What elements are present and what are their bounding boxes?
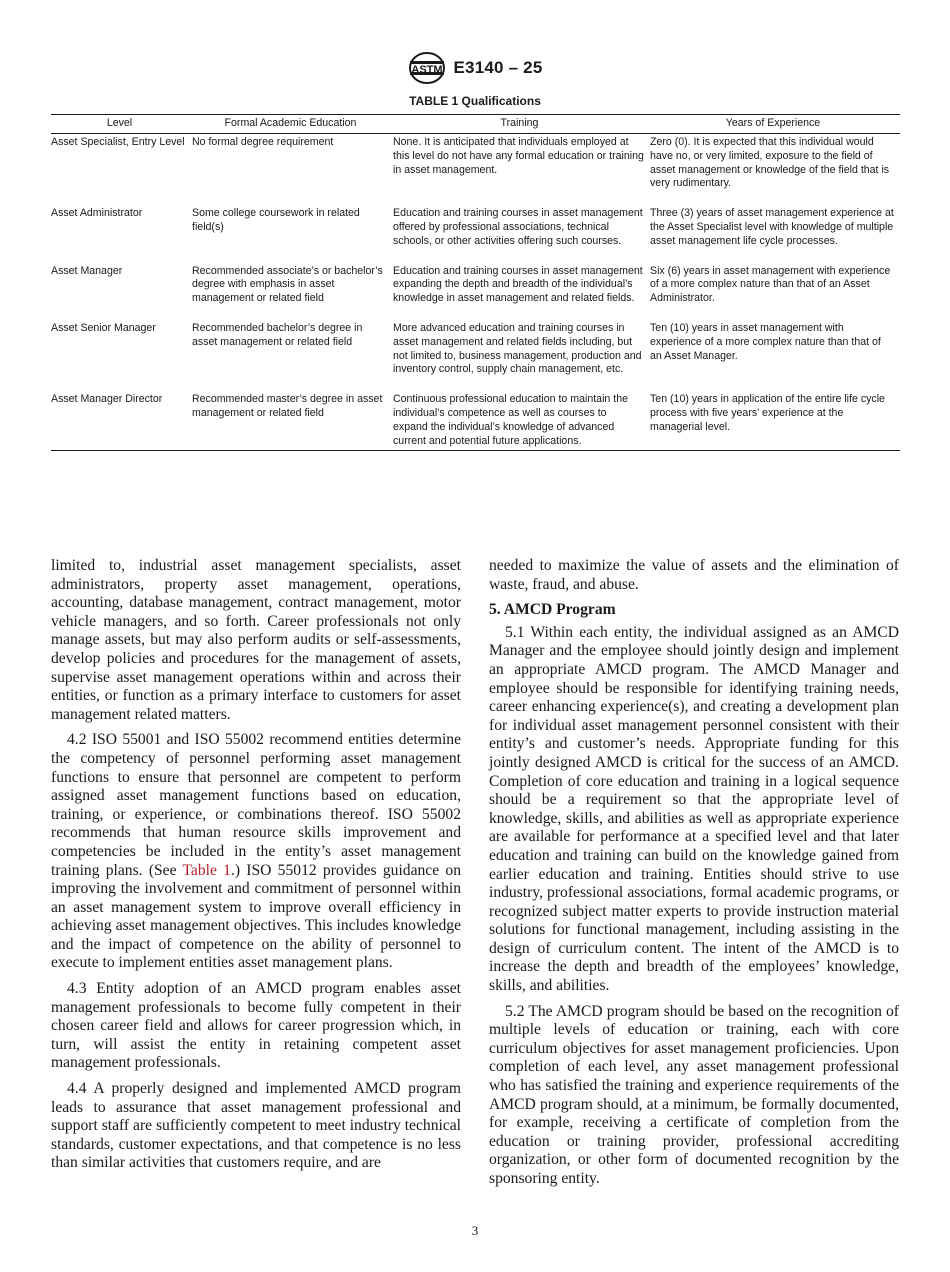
cell-level: Asset Senior Manager xyxy=(51,321,156,334)
paragraph-4-2-part-a: 4.2 ISO 55001 and ISO 55002 recommend entities determine the competency of personnel performing asset management functions to ensure that personnel are competent to perform assigned asset management functions based on education, training, or experience, or combinations thereof. ISO 55002 recommends that human resource skills improvement and competencies be included in the entity’s asset management training plans. (See xyxy=(51,731,461,879)
page-header xyxy=(0,50,950,86)
cell-training: None. It is anticipated that individuals employed at this level do not have any formal education or training in asset management. xyxy=(393,136,644,176)
cell-experience: Ten (10) years in asset management with experience of a more complex nature than that of an Asset Manager. xyxy=(650,321,881,362)
cell-training: More advanced education and training courses in asset management and related fields including, but not limited to, business management, production and inventory control, supply chain management, etc. xyxy=(393,321,642,376)
table-row xyxy=(51,134,900,206)
paragraph-5-2: 5.2 The AMCD program should be based on the recognition of multiple levels of education or training, each with core curriculum objectives for asset management proficiencies. Upon completion of each level, any asset management professional who has satisfied the training and experience requirements of the AMCD program should, at a minimum, be formally documented, for example, receiving a certificate of completion from the education or training provider, professional accrediting organization, or other form of documented recognition by the sponsoring entity. xyxy=(489,1002,899,1187)
table-1-link[interactable]: Table 1 xyxy=(182,861,231,879)
table-row xyxy=(51,391,900,451)
left-text-column xyxy=(51,557,461,1180)
astm-logo-icon xyxy=(408,51,446,85)
column-header-experience: Years of Experience xyxy=(650,115,900,134)
cell-training: Education and training courses in asset management offered by professional associations, technical schools, or other activities offering such courses. xyxy=(393,207,643,247)
cell-level: Asset Manager Director xyxy=(51,393,163,406)
table-row xyxy=(51,320,900,391)
right-text-column xyxy=(489,557,899,1196)
cell-level: Asset Administrator xyxy=(51,207,143,220)
cell-experience: Six (6) years in asset management with experience of a more complex nature than that of an Asset Administrator. xyxy=(650,264,891,305)
cell-training: Education and training courses in asset management expanding the depth and breadth of the individual’s knowledge in asset management and related fields. xyxy=(393,264,643,305)
table-row xyxy=(51,205,900,262)
cell-level: Asset Manager xyxy=(51,264,123,277)
section-heading: 5. AMCD Program xyxy=(489,601,616,619)
cell-education: Recommended master’s degree in asset management or related field xyxy=(192,393,383,419)
table-header-row xyxy=(51,115,900,134)
paragraph-4-4: 4.4 A properly designed and implemented AMCD program leads to assurance that asset management professional and support staff are sufficiently competent to meet industry technical standards, customer expectations, and that competence is no less than similar activities that customers require, and are xyxy=(51,1080,461,1172)
paragraph-4-2 xyxy=(51,731,461,973)
paragraph-4-3: 4.3 Entity adoption of an AMCD program enables asset management professionals to become fully competent in their chosen career field and allows for career progression which, in turn, will assist the entity in retaining competent asset management professionals. xyxy=(51,980,461,1072)
column-header-level: Level xyxy=(51,115,192,134)
table-title: TABLE 1 Qualifications xyxy=(409,94,541,108)
cell-experience: Ten (10) years in application of the entire life cycle process with five years’ experience at the managerial level. xyxy=(650,393,885,433)
qualifications-table xyxy=(51,114,900,451)
paragraph-5-1: 5.1 Within each entity, the individual assigned as an AMCD Manager and the employee should jointly design and implement an appropriate AMCD program. The AMCD Manager and employee should be responsible for identifying training needs, career enhancing experience(s), and creating a development plan for individual asset management personnel consistent with their entity’s and customer’s needs. Appropriate funding for this jointly designed AMCD is critical for the success of an AMCD. Completion of core education and training in a logical sequence should be a requirement so that the appropriate level of knowledge, skills, and abilities as well as appropriate experience are available for performance at a specified level and that later education and training can build on the knowledge gained from earlier education and training. Entities should strive to use industry, professional associations, formal academic programs, or recognized subject matter experts to provide instruction material solutions for functional management, including assisting in the design of curriculum content. The intent of the AMCD is to increase the depth and breadth of the employees’ knowledge, skills, and abilities. xyxy=(489,623,899,995)
cell-education: Recommended associate’s or bachelor’s degree with emphasis in asset management or related field xyxy=(192,264,383,305)
svg-text:ASTM: ASTM xyxy=(410,64,443,76)
page-number: 3 xyxy=(471,1223,479,1238)
table-row xyxy=(51,263,900,320)
paragraph-4-1-continued: limited to, industrial asset management specialists, asset administrators, property asset management, operations, accounting, database management, contract management, motor vehicle managers, and so forth. Career professionals not only manage assets, but may also perform audits or self-assessments, develop policies and procedures for the management of assets, supervise asset management operations within and across their entities, or function as a primary interface to customers for asset management related matters. xyxy=(51,557,461,723)
paragraph-4-4-continued: needed to maximize the value of assets and the elimination of waste, fraud, and abuse. xyxy=(489,557,899,593)
cell-education: Some college coursework in related field(s) xyxy=(192,207,360,233)
cell-education: No formal degree requirement xyxy=(192,136,334,148)
column-header-education: Formal Academic Education xyxy=(192,115,393,134)
cell-training: Continuous professional education to maintain the individual’s competence as well as courses to expand the individual’s knowledge of advanced current and potential future applications. xyxy=(393,393,628,447)
cell-education: Recommended bachelor’s degree in asset management or related field xyxy=(192,321,363,348)
column-header-training: Training xyxy=(393,115,650,134)
cell-level: Asset Specialist, Entry Level xyxy=(51,136,185,148)
standard-designation: E3140 – 25 xyxy=(453,58,543,77)
cell-experience: Zero (0). It is expected that this individual would have no, or very limited, exposure to the field of asset management or knowledge of the field that is very rudimentary. xyxy=(650,136,890,190)
paragraph-4-2-part-b: .) ISO 55012 provides guidance on improving the involvement and commitment of personnel within an asset management system to improve overall efficiency in achieving asset management objectives. This includes knowledge and the impact of competence on the ability of personnel to execute to implement entities asset management plans. xyxy=(51,861,461,972)
cell-experience: Three (3) years of asset management experience at the Asset Specialist level with knowledge of multiple asset management life cycle processes. xyxy=(650,207,894,247)
